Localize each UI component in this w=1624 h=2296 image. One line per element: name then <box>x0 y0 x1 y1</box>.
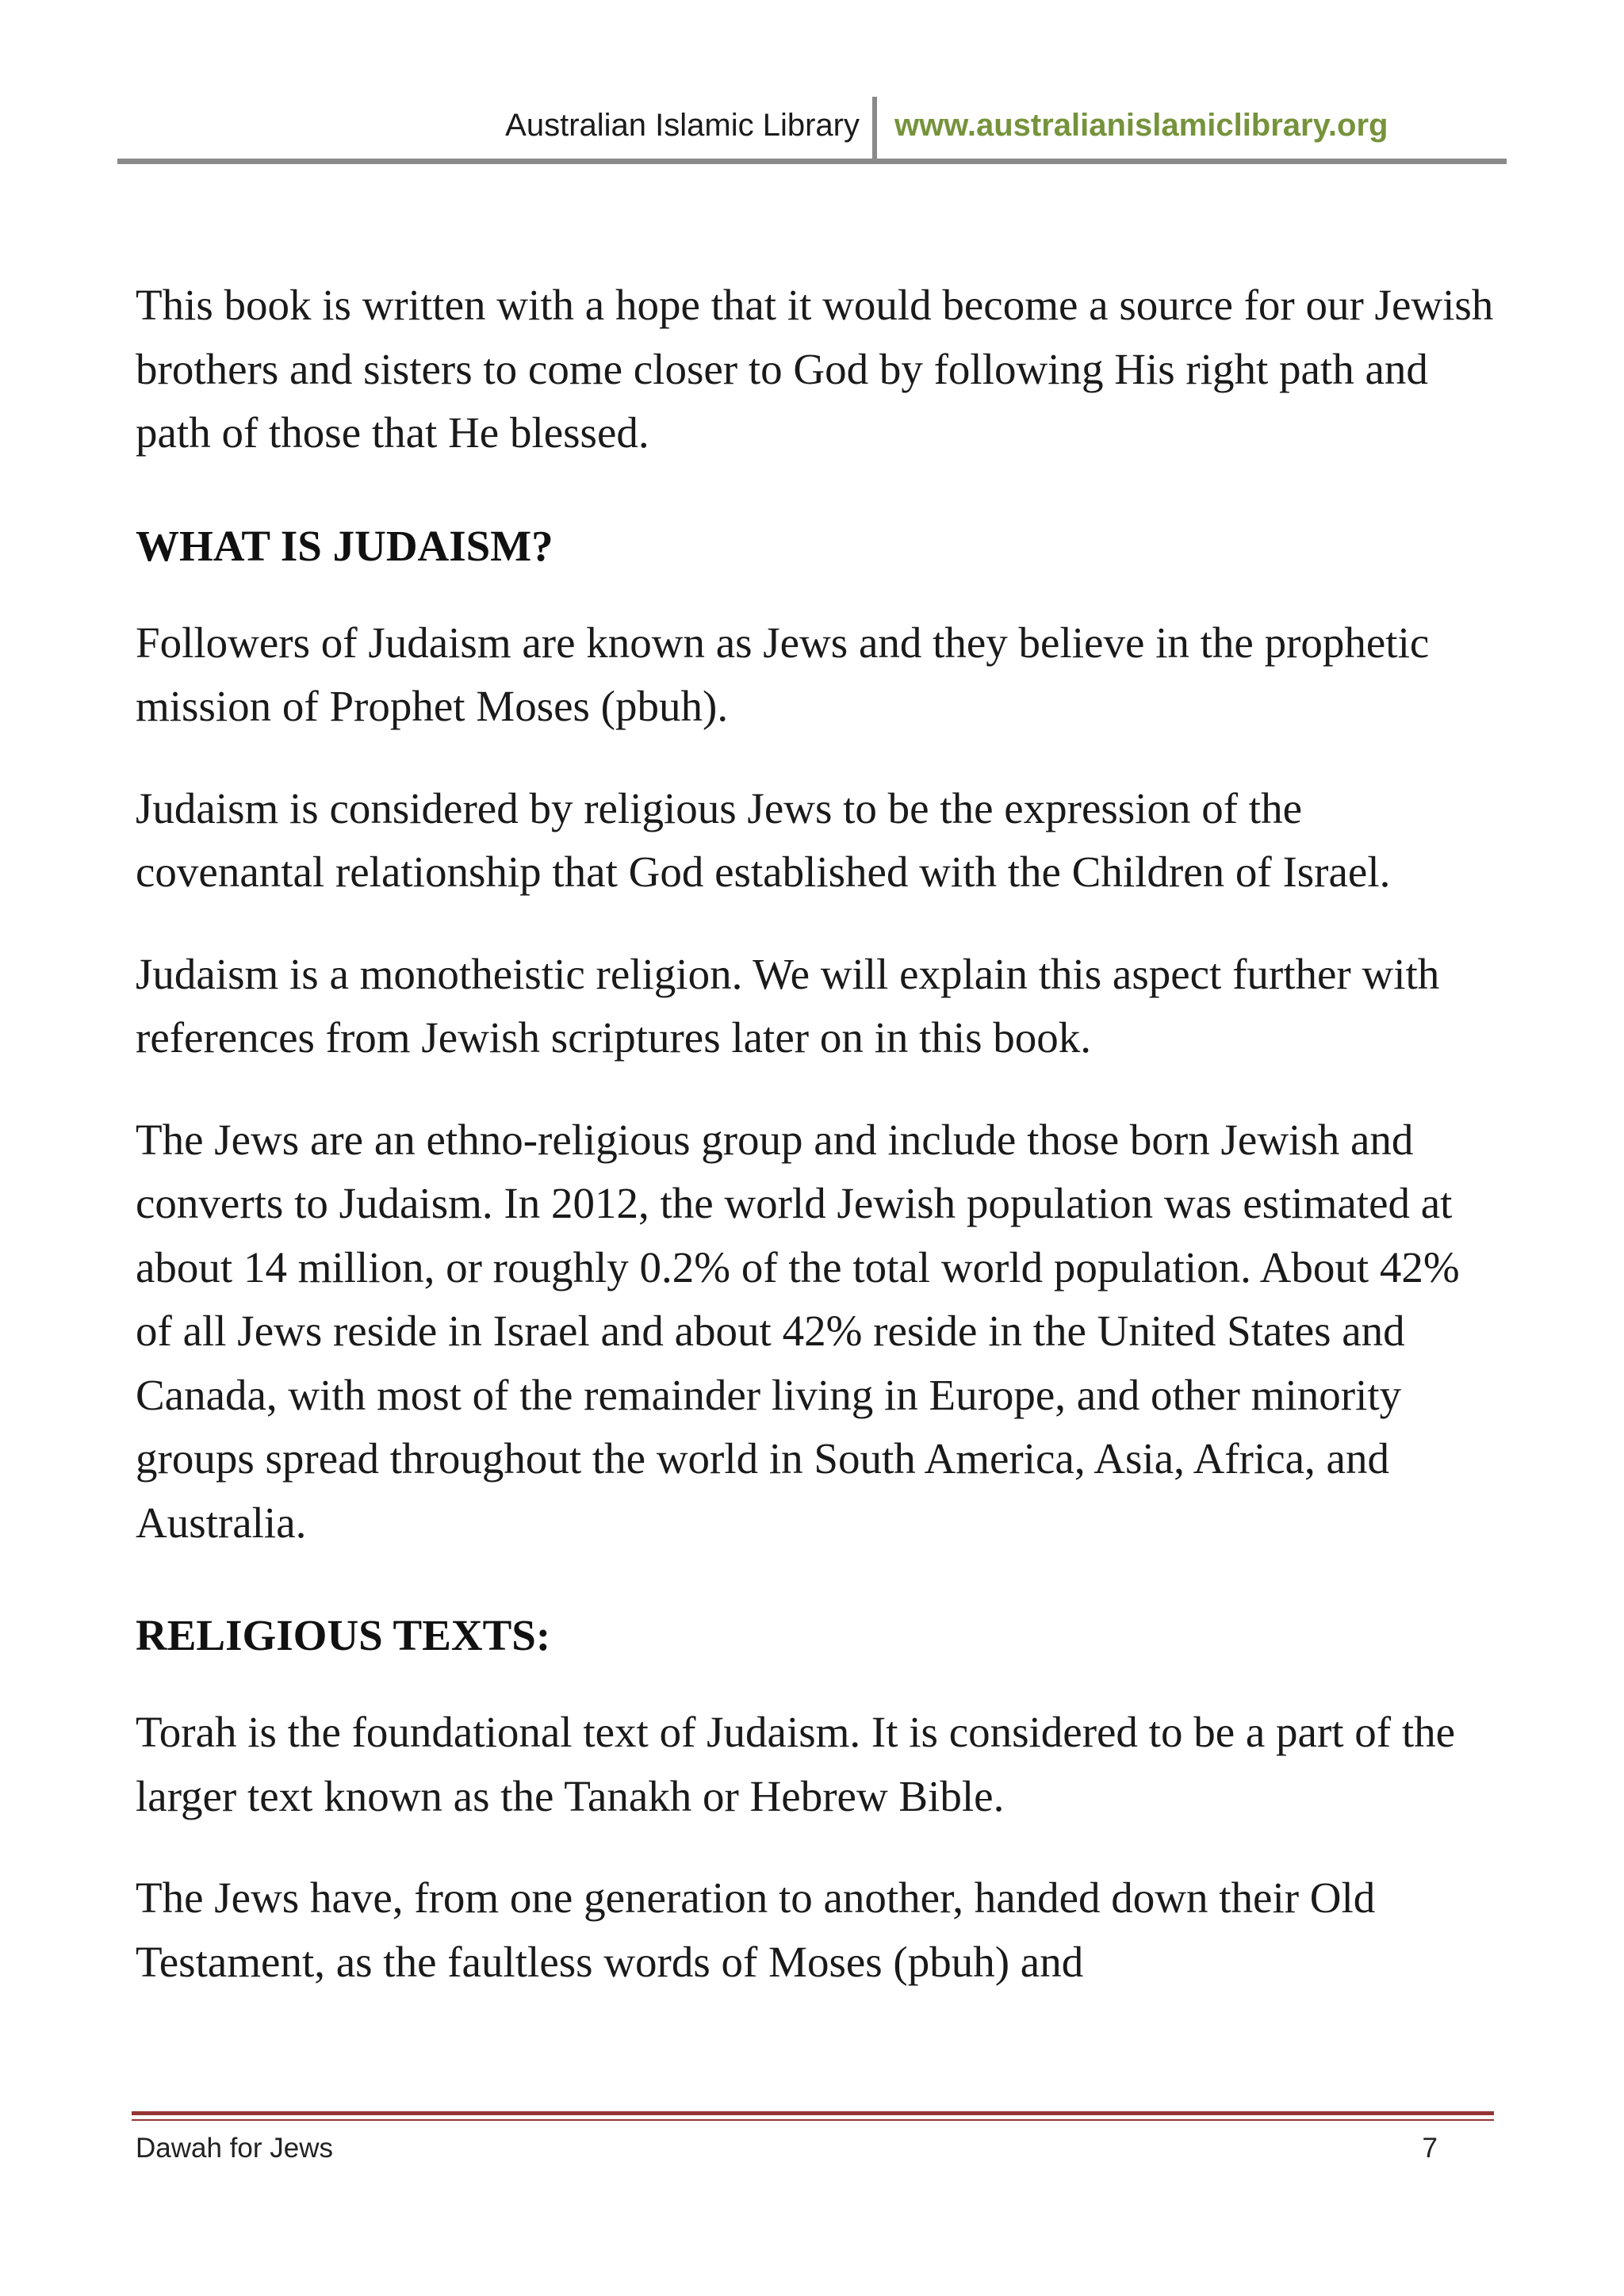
footer-rule-thin <box>132 2119 1494 2121</box>
page-content <box>136 274 1500 2032</box>
header-website: www.australianislamiclibrary.org <box>894 108 1388 143</box>
header-rule <box>117 159 1507 164</box>
page-number: 7 <box>1422 2133 1438 2164</box>
intro-paragraph: This book is written with a hope that it would become a source for our Jewish brothers and sisters to come closer to God by following His right path and path of those that He blessed. <box>136 281 1494 457</box>
paragraph: The Jews are an ethno-religious group and include those born Jewish and converts to Judaism. In 2012, the world Jewish population was estimated at about 14 million, or roughly 0.2% of the total world population. About 42% of all Jews reside in Israel and about 42% reside in the United States and Canada, with most of the remainder living in Europe, and other minority groups spread throughout the world in South America, Asia, Africa, and Australia. <box>136 1115 1460 1547</box>
paragraph: Judaism is considered by religious Jews to be the expression of the covenantal relationship that God established with the Children of Israel. <box>136 783 1391 896</box>
paragraph: Torah is the foundational text of Judaism. It is considered to be a part of the larger text known as the Tanakh or Hebrew Bible. <box>136 1708 1456 1820</box>
section-heading-judaism: WHAT IS JUDAISM? <box>136 521 553 570</box>
header-library-name: Australian Islamic Library <box>505 108 860 143</box>
header-separator <box>872 97 877 162</box>
section-heading-religious-texts: RELIGIOUS TEXTS: <box>136 1611 551 1659</box>
footer-book-title: Dawah for Jews <box>136 2133 333 2164</box>
paragraph: Followers of Judaism are known as Jews and they believe in the prophetic mission of Prophet Moses (pbuh). <box>136 618 1430 730</box>
paragraph: The Jews have, from one generation to another, handed down their Old Testament, as the faultless words of Moses (pbuh) and <box>136 1873 1376 1986</box>
paragraph: Judaism is a monotheistic religion. We will explain this aspect further with references from Jewish scriptures later on in this book. <box>136 949 1440 1062</box>
footer-rule <box>132 2111 1494 2115</box>
